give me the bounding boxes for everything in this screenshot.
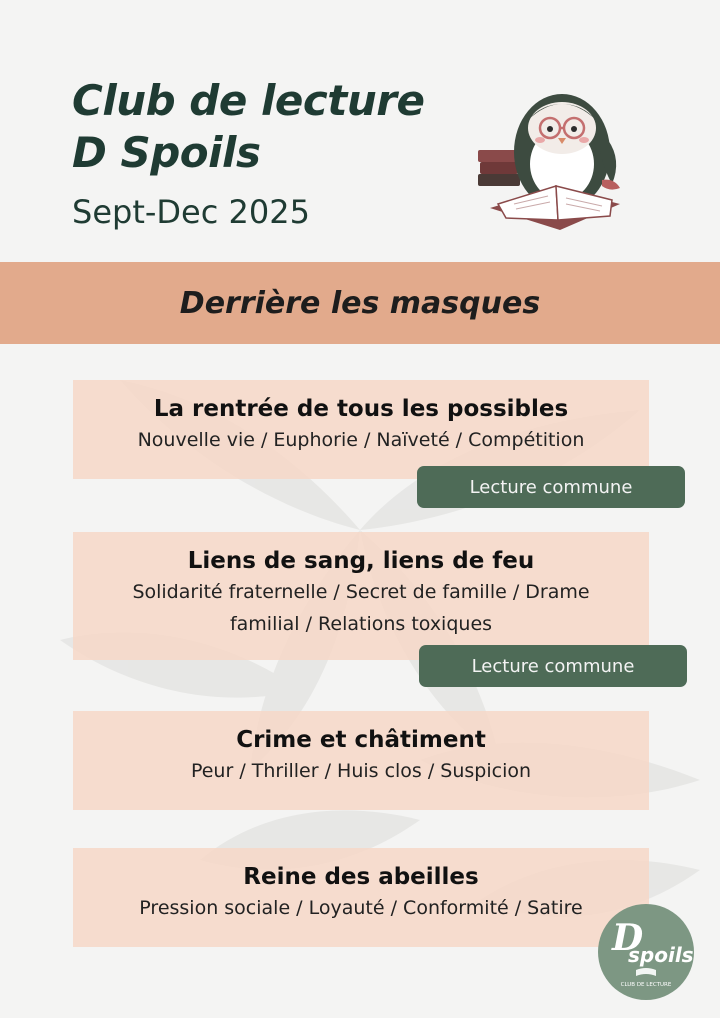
theme-tags: Nouvelle vie / Euphorie / Naïveté / Compétition [137,429,585,451]
penguin-reading-illustration [470,80,630,240]
banner-label: Derrière les masques [179,285,541,321]
page-title [72,75,424,179]
title-line-1: Club de lecture [72,76,425,125]
lecture-commune-badge-1: Lecture commune [417,466,685,508]
theme-tags: Pression sociale / Loyauté / Conformité / Satire [139,897,583,919]
logo-initial: D [612,917,644,959]
dspoils-logo [598,904,694,1000]
theme-card-1 [73,380,649,479]
theme-card-4 [73,848,649,947]
header [72,75,424,231]
theme-card-3 [73,711,649,810]
date-range: Sept-Dec 2025 [72,193,310,231]
theme-title: Reine des abeilles [243,864,479,890]
theme-card-2 [73,532,649,660]
theme-title: La rentrée de tous les possibles [153,396,569,422]
theme-banner [0,262,720,344]
theme-tags: Solidarité fraternelle / Secret de famille / Drame familial / Relations toxiques [132,581,590,635]
logo-caption: CLUB DE LECTURE [620,982,672,988]
theme-tags: Peur / Thriller / Huis clos / Suspicion [190,760,532,782]
theme-title: Liens de sang, liens de feu [187,548,535,574]
theme-title: Crime et châtiment [236,727,486,753]
logo-wordmark: spoils [628,943,694,967]
lecture-commune-badge-2: Lecture commune [419,645,687,687]
title-line-2: D Spoils [72,128,261,177]
